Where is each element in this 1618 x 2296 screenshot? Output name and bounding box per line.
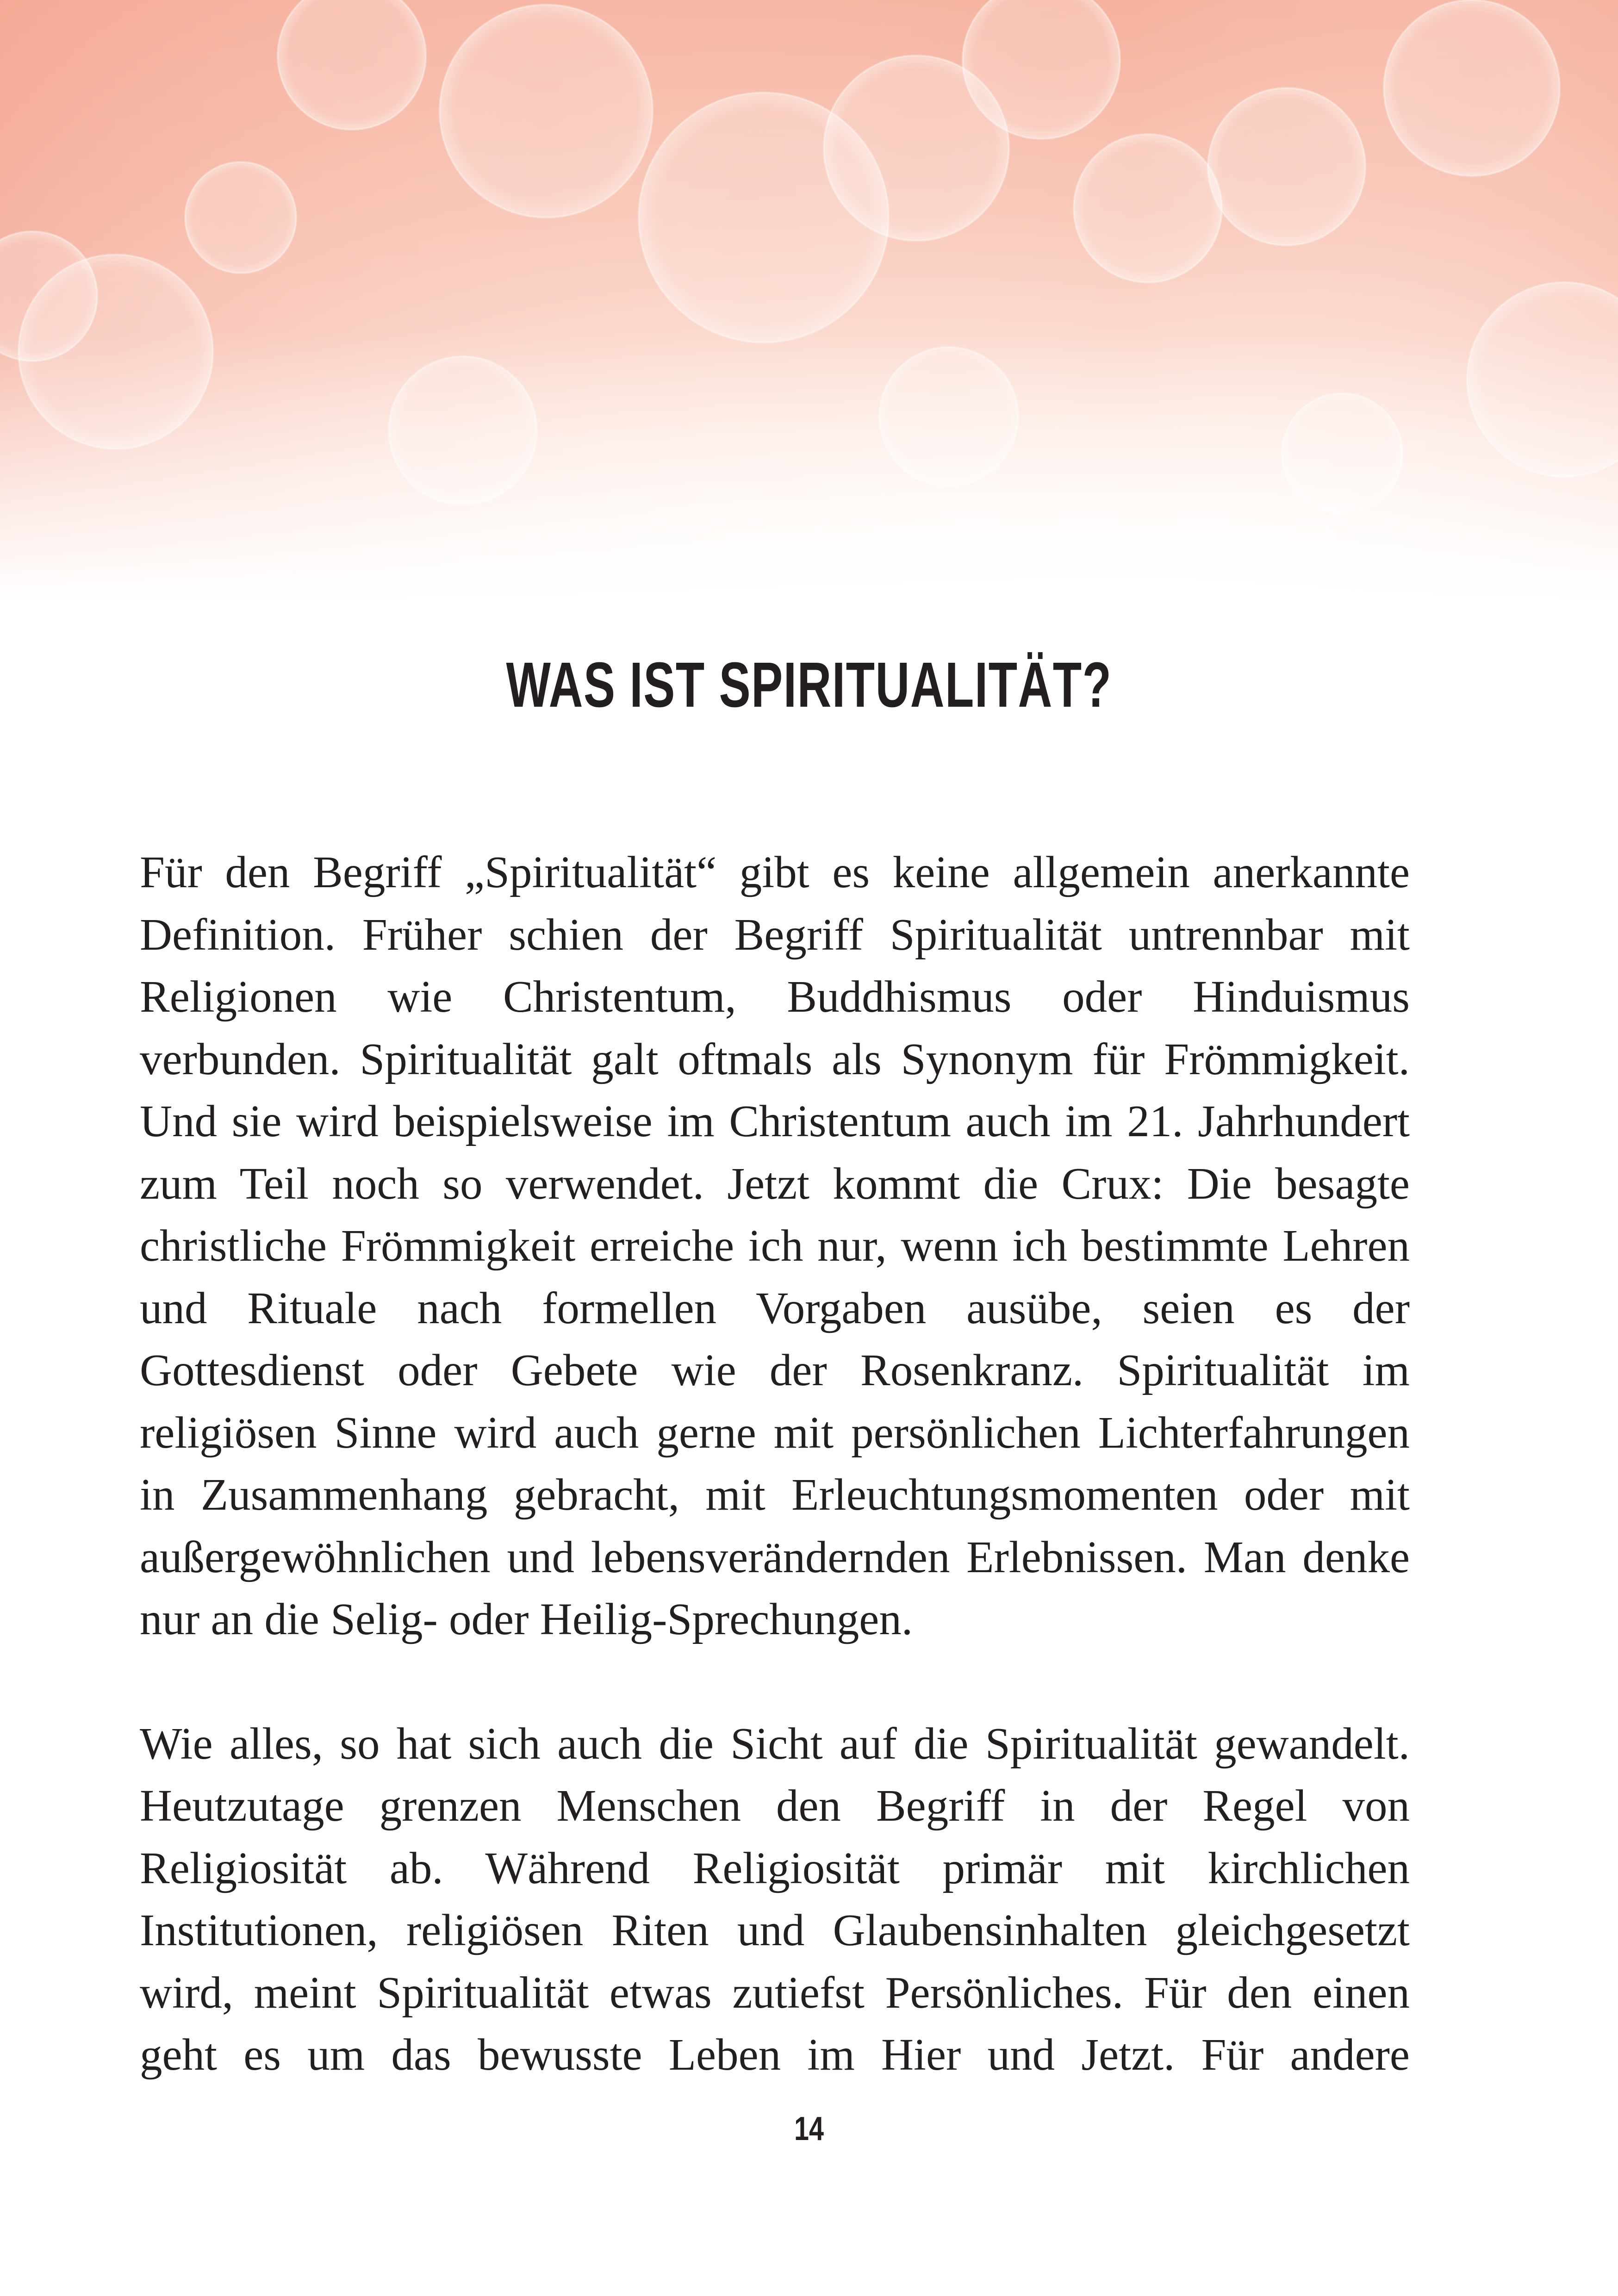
body-text [140,841,1410,2086]
paragraph-2: Wie alles, so hat sich auch die Sicht auf die Spiritualität gewandelt. Heutzutage grenzen Menschen den Begriff in der Regel von Religiosität ab. Während Religiosität primär mit kirchlichen Institutionen, religiösen Riten und Glaubensinhalten gleichgesetzt wird, meint Spiritualität etwas zutiefst Persönliches. Für den einen geht es um das bewusste Leben im Hier und Jetzt. Für andere [140,1718,1410,2079]
page-number: 14 [794,2110,824,2147]
paragraph-1: Für den Begriff „Spiritualität“ gibt es keine allgemein anerkannte Definition. Früher schien der Begriff Spiritualität untrennbar mit Religionen wie Christentum, Buddhismus oder Hinduismus verbunden. Spiritualität galt oftmals als Synonym für Frömmigkeit. Und sie wird beispielsweise im Christentum auch im 21. Jahrhundert zum Teil noch so verwendet. Jetzt kommt die Crux: Die besagte christliche Frömmigkeit erreiche ich nur, wenn ich bestimmte Lehren und Rituale nach formellen Vorgaben ausübe, seien es der Gottesdienst oder Gebete wie der Rosenkranz. Spiritualität im religiösen Sinne wird auch gerne mit persönlichen Lichterfahrungen in Zusammenhang gebracht, mit Erleuchtungsmomenten oder mit außergewöhnlichen und lebensverändernden Erlebnissen. Man denke nur an die Selig- oder Heilig-Sprechungen. [140,847,1410,1644]
page-title: WAS IST SPIRITUALITÄT? [506,649,1112,721]
bokeh-background-icon [0,0,1618,602]
bokeh-header-background [0,0,1618,602]
